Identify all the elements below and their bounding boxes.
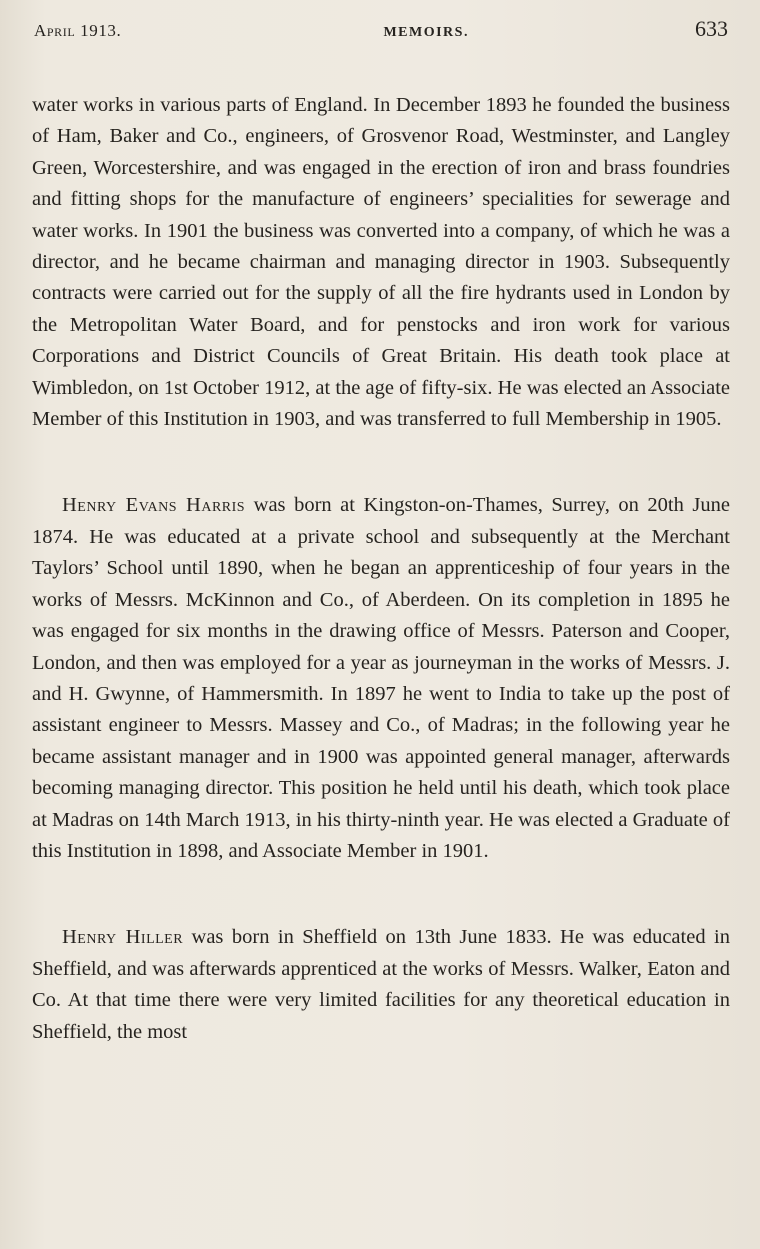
paragraph-harris	[32, 490, 730, 867]
paragraph-text: water works in various parts of England. In December 1893 he founded the business of Ham, Baker and Co., engineers, of Grosvenor Road, Westminster, and Langley Green, Worcestershire, and was engaged in the erection of iron and brass foundries and fitting shops for the manufacture of engineers’ specialities for sewerage and water works. In 1901 the business was converted into a company, of which he was a director, and he became chairman and managing director in 1903. Subsequently contracts were carried out for the supply of all the fire hydrants used in London by the Metropolitan Water Board, and for penstocks and iron work for various Corporations and District Councils of Great Britain. His death took place at Wimbledon, on 1st October 1912, at the age of fifty-six. He was elected an Associate Member of this Institution in 1903, and was transferred to full Membership in 1905.	[32, 94, 730, 431]
paragraph-text: was born in Sheffield on 13th June 1833. He was educated in Sheffield, and was afterwards apprenticed at the works of Messrs. Walker, Eaton and Co. At that time there were very limited facilities for any theoretical education in Sheffield, the most	[32, 926, 730, 1043]
running-head	[32, 16, 730, 50]
memoir-body	[32, 90, 730, 1048]
paragraph-hiller	[32, 922, 730, 1048]
header-title: MEMOIRS.	[383, 25, 469, 40]
header-date: April 1913.	[34, 21, 122, 40]
paragraph-continuation	[32, 90, 730, 435]
page-number: 633	[694, 16, 728, 41]
memoir-name: Henry Evans Harris	[62, 494, 246, 517]
paragraph-text: was born at Kingston-on-Thames, Surrey, on 20th June 1874. He was educated at a private school and subsequently at the Merchant Taylors’ School until 1890, when he began an apprenticeship of four years in the works of Messrs. McKinnon and Co., of Aberdeen. On its completion in 1895 he was engaged for six months in the drawing office of Messrs. Paterson and Cooper, London, and then was employed for a year as journeyman in the works of Messrs. J. and H. Gwynne, of Hammersmith. In 1897 he went to India to take up the post of assistant engineer to Messrs. Massey and Co., of Madras; in the following year he became assistant manager and in 1900 was appointed general manager, afterwards becoming managing director. This position he held until his death, which took place at Madras on 14th March 1913, in his thirty-ninth year. He was elected a Graduate of this Institution in 1898, and Associate Member in 1901.	[32, 494, 730, 862]
memoir-name: Henry Hiller	[62, 926, 184, 949]
